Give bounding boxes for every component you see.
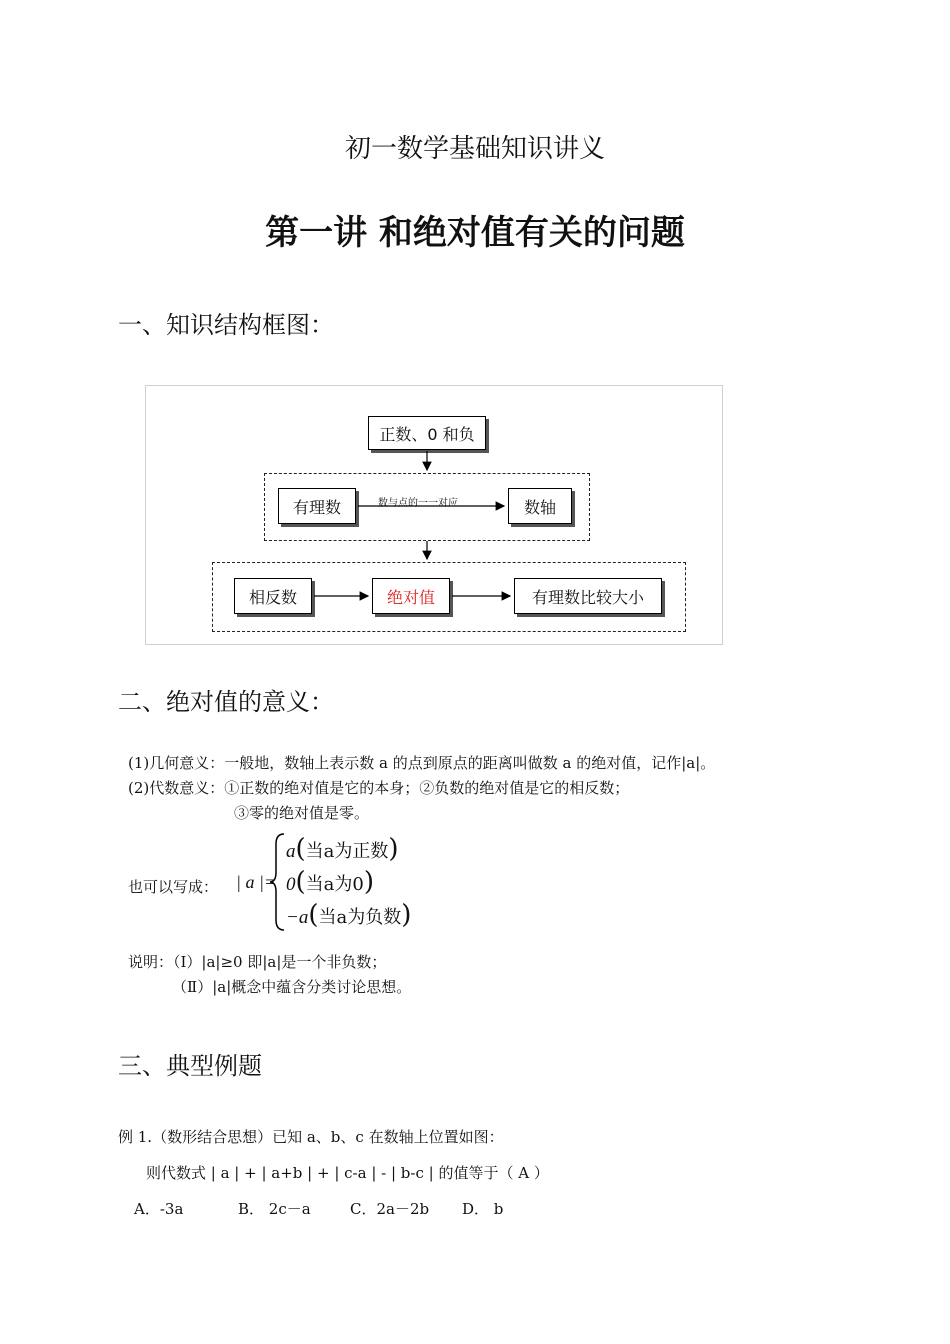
example-1-question: 则代数式 | a | + | a+b | + | c-a | - | b-c | 的值等于（ A ） <box>146 1164 549 1182</box>
note-classification: （Ⅱ）|a|概念中蕴含分类讨论思想。 <box>172 978 412 996</box>
section-heading-examples: 三、典型例题 <box>118 1052 262 1080</box>
knowledge-structure-diagram <box>145 385 723 645</box>
node-compare-rational: 有理数比较大小 <box>514 578 662 614</box>
node-absolute-value: 绝对值 <box>372 578 450 614</box>
lecture-title: 第一讲 和绝对值有关的问题 <box>265 213 685 253</box>
node-opposite-number: 相反数 <box>234 578 312 614</box>
node-rational-number: 有理数 <box>278 488 356 524</box>
formula-case-negative: −a(当a为负数) <box>286 900 412 930</box>
document-title: 初一数学基础知识讲义 <box>344 134 605 164</box>
section-heading-meaning: 二、绝对值的意义： <box>118 688 334 716</box>
formula-case-zero: 0(当a为0) <box>286 867 374 897</box>
geometric-meaning: (1)几何意义：一般地，数轴上表示数 a 的点到原点的距离叫做数 a 的绝对值，记作|a|。 <box>128 754 716 772</box>
node-number-line: 数轴 <box>508 488 572 524</box>
option-d: D． b <box>462 1200 504 1218</box>
option-b: B． 2c－a <box>238 1200 311 1218</box>
note-nonnegative: 说明：（Ⅰ）|a|≥0 即|a|是一个非负数； <box>128 953 387 971</box>
example-1-statement: 例 1.（数形结合思想）已知 a、b、c 在数轴上位置如图： <box>118 1128 504 1146</box>
algebraic-meaning: (2)代数意义：①正数的绝对值是它的本身；②负数的绝对值是它的相反数； <box>128 779 630 797</box>
formula-brace <box>268 832 288 932</box>
formula-lhs: | a |= <box>236 872 277 892</box>
option-a: A．-3a <box>134 1200 184 1218</box>
formula-case-positive: a(当a为正数) <box>286 834 399 864</box>
algebraic-meaning-zero: ③零的绝对值是零。 <box>234 804 370 822</box>
edge-label-correspondence: 数与点的一一对应 <box>378 498 458 509</box>
section-heading-structure: 一、知识结构框图： <box>118 311 334 339</box>
formula-intro: 也可以写成： <box>128 878 219 896</box>
option-c: C．2a－2b <box>350 1200 430 1218</box>
node-positive-zero-negative: 正数、0 和负 <box>368 416 486 450</box>
